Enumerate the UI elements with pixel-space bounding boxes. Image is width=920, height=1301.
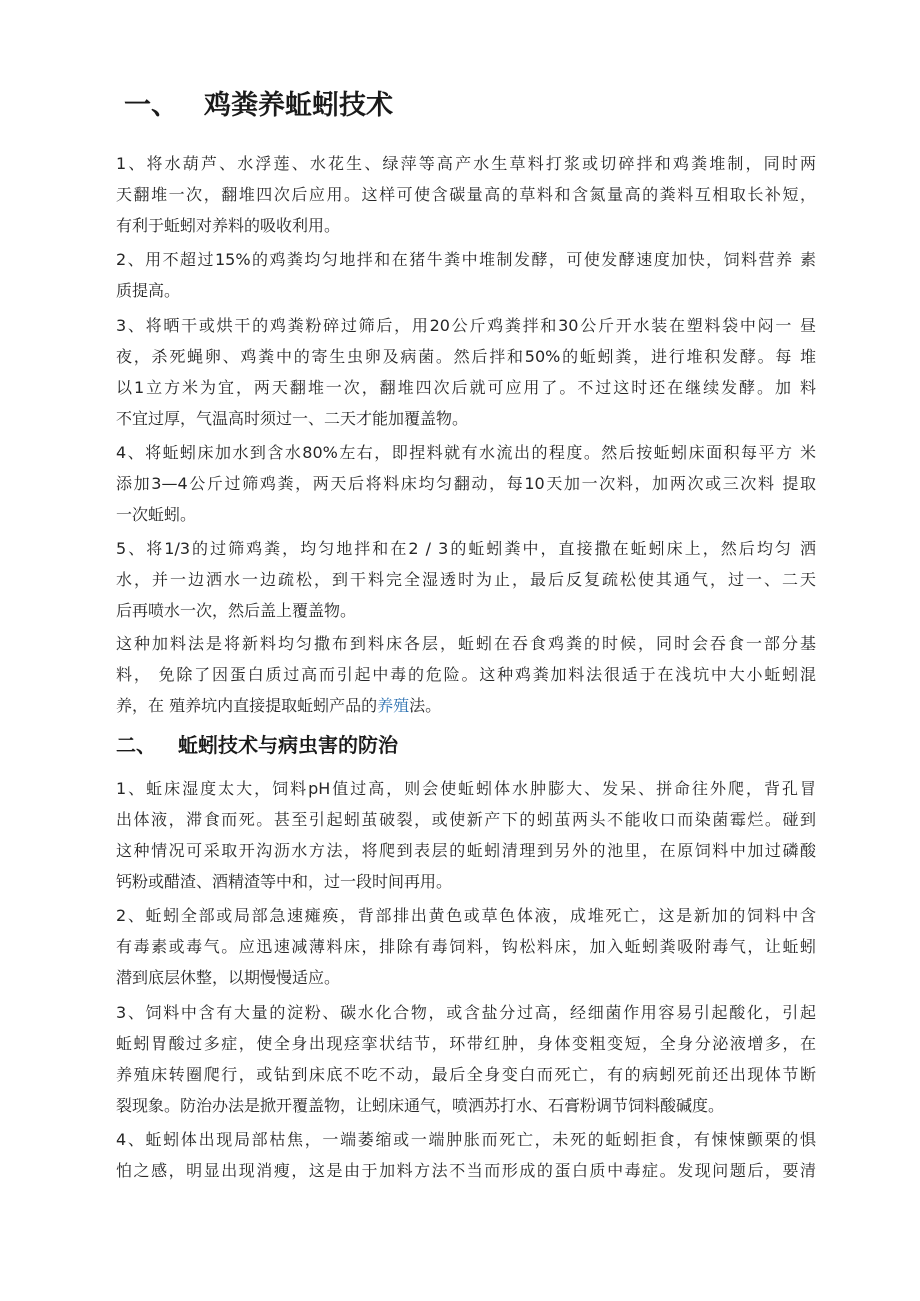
paragraph-line: 怕之感，明显出现消瘦，这是由于加料方法不当而形成的蛋白质中毒症。发现问题后，要清 xyxy=(116,1161,816,1180)
paragraph-line: 料， 免除了因蛋白质过高而引起中毒的危险。这种鸡粪加料法很适于在浅坑中大小蚯蚓混 xyxy=(116,665,816,684)
paragraph-line: 夜，杀死蝇卵、鸡粪中的寄生虫卵及病菌。然后拌和50%的蚯蚓粪，进行堆积发酵。每 堆 xyxy=(116,347,816,366)
paragraph-line: 后再喷水一次，然后盖上覆盖物。 xyxy=(116,601,357,620)
paragraph-line: 钙粉或醋渣、酒精渣等中和，过一段时间再用。 xyxy=(116,872,453,891)
section1-paragraph-5 xyxy=(116,533,816,626)
paragraph-line: 这种加料法是将新料均匀撒布到料床各层，蚯蚓在吞食鸡粪的时候，同时会吞食一部分基 xyxy=(116,634,816,653)
paragraph-line: 裂现象。防治办法是掀开覆盖物，让蚓床通气，喷洒苏打水、石膏粉调节饲料酸碱度。 xyxy=(116,1096,725,1115)
section2-paragraph-3 xyxy=(116,997,816,1121)
paragraph-line: 蚯蚓胃酸过多症，使全身出现痉挛状结节，环带红肿，身体变粗变短，全身分泌液增多，在 xyxy=(116,1034,816,1053)
paragraph-line: 这种情况可采取开沟沥水方法，将爬到表层的蚯蚓清理到另外的池里，在原饲料中加过磷酸 xyxy=(116,841,816,860)
paragraph-line: 3、将晒干或烘干的鸡粪粉碎过筛后，用20公斤鸡粪拌和30公斤开水装在塑料袋中闷一 昼 xyxy=(116,316,816,335)
section2-number: 二、 xyxy=(116,733,156,757)
paragraph-line xyxy=(116,690,816,721)
section1-heading xyxy=(124,86,393,126)
section1-paragraph-4 xyxy=(116,437,816,530)
paragraph-line: 水，并一边洒水一边疏松，到干料完全湿透时为止，最后反复疏松使其通气，过一、二天 xyxy=(116,570,816,589)
section1-paragraph-1 xyxy=(116,148,816,241)
section2-paragraph-2 xyxy=(116,900,816,993)
paragraph-line: 潜到底层休整，以期慢慢适应。 xyxy=(116,968,341,987)
paragraph-line: 添加3—4公斤过筛鸡粪，两天后将料床均匀翻动，每10天加一次料，加两次或三次料 提取 xyxy=(116,474,816,493)
section2-title: 蚯蚓技术与病虫害的防治 xyxy=(178,733,398,757)
paragraph-line: 不宜过厚，气温高时须过一、二天才能加覆盖物。 xyxy=(116,409,469,428)
breeding-link[interactable]: 养殖 xyxy=(377,696,410,715)
paragraph-line: 一次蚯蚓。 xyxy=(116,505,197,524)
paragraph-line: 天翻堆一次，翻堆四次后应用。这样可使含碳量高的草料和含氮量高的粪料互相取长补短， xyxy=(116,185,816,204)
paragraph-line: 2、蚯蚓全部或局部急速瘫痪，背部排出黄色或草色体液，成堆死亡，这是新加的饲料中含 xyxy=(116,906,816,925)
section1-paragraph-3 xyxy=(116,310,816,434)
paragraph-line: 有利于蚯蚓对养料的吸收利用。 xyxy=(116,216,341,235)
paragraph-line: 养殖床转圈爬行，或钻到床底不吃不动，最后全身变白而死亡，有的病蚓死前还出现体节断 xyxy=(116,1065,816,1084)
paragraph-line: 质提高。 xyxy=(116,281,181,300)
paragraph-line: 5、将1/3的过筛鸡粪，均匀地拌和在2 / 3的蚯蚓粪中，直接撒在蚯蚓床上，然后均匀 洒 xyxy=(116,539,816,558)
paragraph-line: 3、饲料中含有大量的淀粉、碳水化合物，或含盐分过高，经细菌作用容易引起酸化，引起 xyxy=(116,1003,816,1022)
section2-paragraph-1 xyxy=(116,773,816,897)
paragraph-line: 以1立方米为宜，两天翻堆一次，翻堆四次后就可应用了。不过这时还在继续发酵。加 料 xyxy=(116,378,816,397)
paragraph-line: 4、蚯蚓体出现局部枯焦，一端萎缩或一端肿胀而死亡，未死的蚯蚓拒食，有悚悚颤栗的惧 xyxy=(116,1130,816,1149)
section1-number: 一、 xyxy=(124,90,178,121)
paragraph-line: 4、将蚯蚓床加水到含水80%左右，即捏料就有水流出的程度。然后按蚯蚓床面积每平方 米 xyxy=(116,443,816,462)
paragraph-line: 1、蚯床湿度太大，饲料pH值过高，则会使蚯蚓体水肿膨大、发呆、拼命往外爬，背孔冒 xyxy=(116,779,816,798)
text-before-link: 养，在 殖养坑内直接提取蚯蚓产品的 xyxy=(116,696,378,715)
section2-heading xyxy=(116,728,398,762)
section2-paragraph-4 xyxy=(116,1124,816,1186)
paragraph-line: 有毒素或毒气。应迅速减薄料床，排除有毒饲料，钩松料床，加入蚯蚓粪吸附毒气，让蚯蚓 xyxy=(116,937,816,956)
section1-paragraph-6 xyxy=(116,628,816,721)
text-after-link: 法。 xyxy=(409,696,442,715)
section1-paragraph-2 xyxy=(116,244,816,306)
section1-title: 鸡粪养蚯蚓技术 xyxy=(204,90,393,121)
paragraph-line: 2、用不超过15%的鸡粪均匀地拌和在猪牛粪中堆制发酵，可使发酵速度加快，饲料营养 素 xyxy=(116,250,816,269)
paragraph-line: 出体液，滞食而死。甚至引起蚓茧破裂，或使新产下的蚓茧两头不能收口而染菌霉烂。碰到 xyxy=(116,810,816,829)
paragraph-line: 1、将水葫芦、水浮莲、水花生、绿萍等高产水生草料打浆或切碎拌和鸡粪堆制，同时两 xyxy=(116,154,816,173)
